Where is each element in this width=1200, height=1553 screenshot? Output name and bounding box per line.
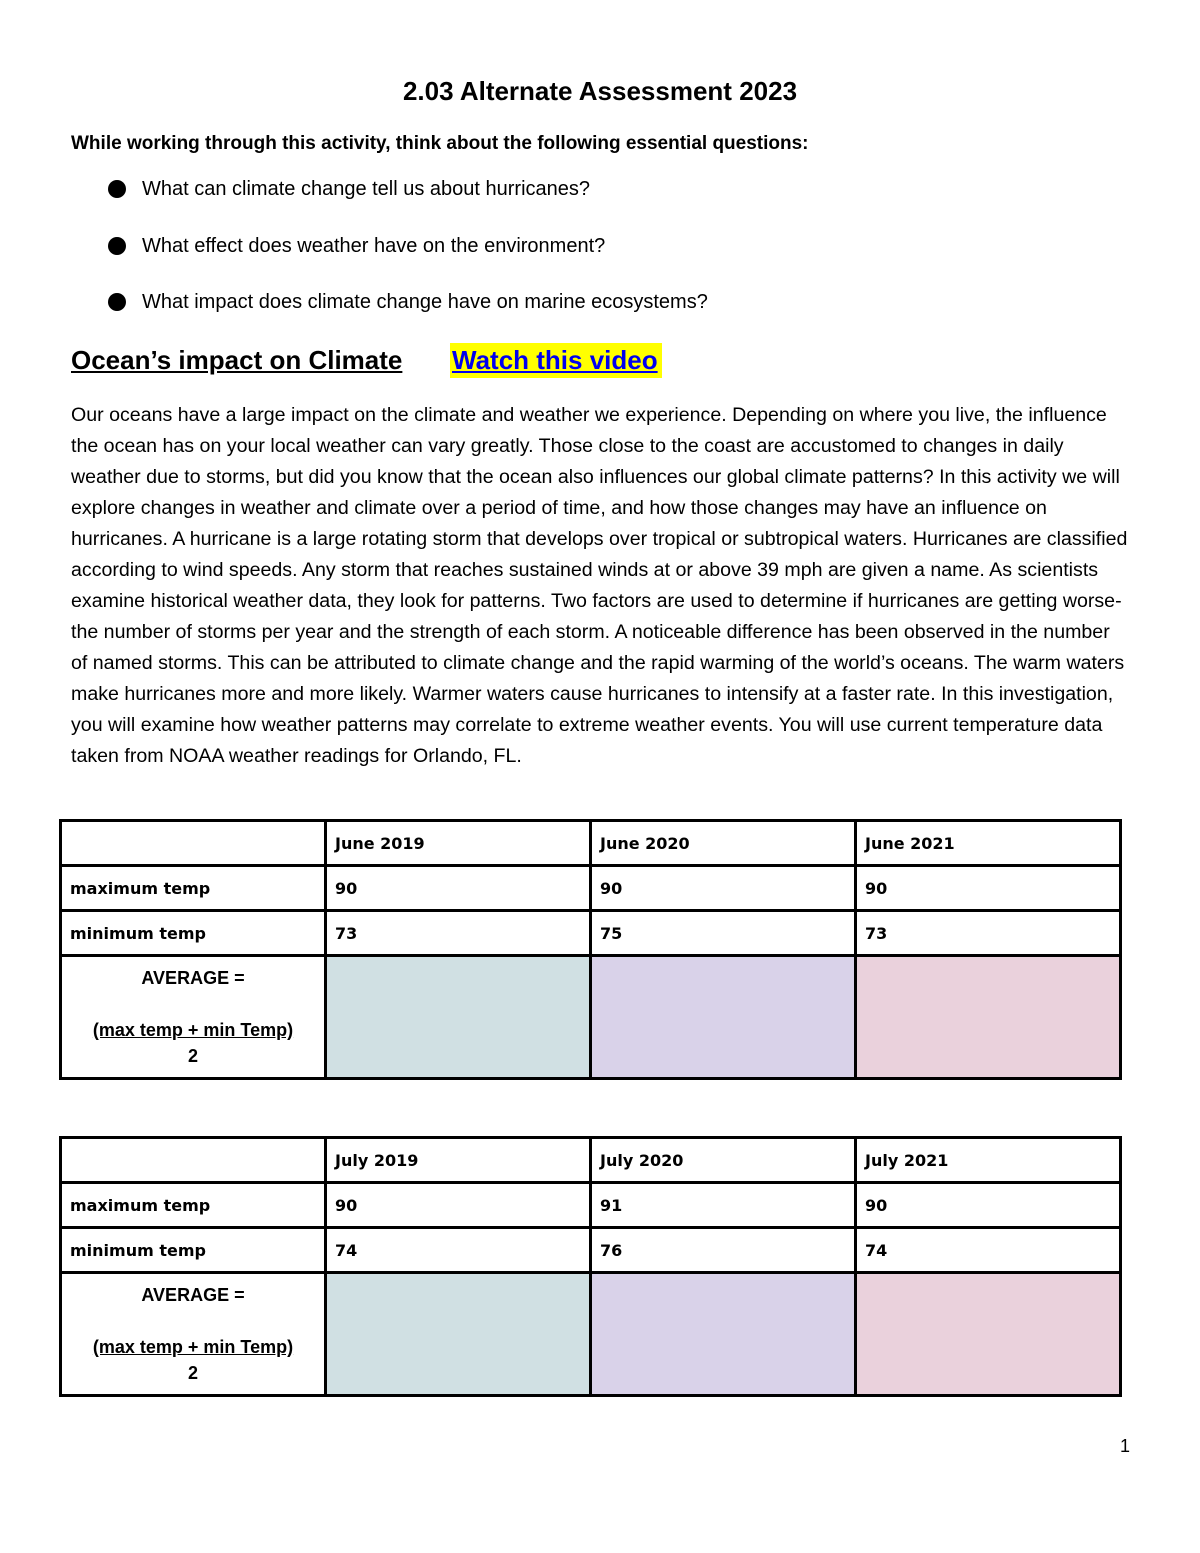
table-cell: 90 <box>591 866 856 911</box>
average-denominator: 2 <box>187 1363 198 1383</box>
body-paragraph: Our oceans have a large impact on the climate and weather we experience. Depending on where you live, the influence the ocean has on your local weather can vary greatly. Those close to the coast are accustomed to changes in daily weather due to storms, but did you know that the ocean also influences our global climate patterns? In this activity we will explore changes in weather and climate over a period of time, and how those changes may have an influence on hurricanes. A hurricane is a large rotating storm that develops over tropical or subtropical waters. Hurricanes are classified according to wind speeds. Any storm that reaches sustained winds at or above 39 mph are given a name. As scientists examine historical weather data, they look for patterns. Two factors are used to determine if hurricanes are getting worse- the number of storms per year and the strength of each storm. A noticeable difference has been observed in the number of named storms. This can be attributed to climate change and the rapid warming of the world’s oceans. The warm waters make hurricanes more and more likely. Warmer waters cause hurricanes to intensify at a faster rate. In this investigation, you will examine how weather patterns may correlate to extreme weather events. You will use current temperature data taken from NOAA weather readings for Orlando, FL. <box>71 404 1128 767</box>
bullet-icon <box>108 180 126 198</box>
question-text: What can climate change tell us about hurricanes? <box>142 178 591 200</box>
table-header-row <box>61 821 1121 866</box>
average-label: AVERAGE = <box>141 968 245 988</box>
table-cell: 74 <box>856 1228 1121 1273</box>
page-title: 2.03 Alternate Assessment 2023 <box>402 76 798 106</box>
average-answer-cell[interactable] <box>326 1273 591 1396</box>
watch-video-link[interactable]: Watch this video <box>450 343 662 378</box>
average-denominator: 2 <box>187 1046 198 1066</box>
bullet-icon <box>108 237 126 255</box>
table-cell: 73 <box>856 911 1121 956</box>
section-heading: Ocean’s impact on Climate <box>71 345 403 375</box>
table-cell: 90 <box>326 866 591 911</box>
table-cell: 90 <box>326 1183 591 1228</box>
table-row <box>61 1183 1121 1228</box>
question-item <box>108 172 708 229</box>
average-answer-cell[interactable] <box>856 956 1121 1079</box>
question-item <box>108 285 708 342</box>
column-header: July 2021 <box>856 1138 1121 1183</box>
table-cell: 75 <box>591 911 856 956</box>
row-label: maximum temp <box>61 1183 326 1228</box>
table-row <box>61 866 1121 911</box>
average-label-cell <box>61 956 326 1079</box>
average-formula: (max temp + min Temp) <box>92 1337 294 1357</box>
essential-questions-list <box>108 172 708 342</box>
table-cell: 90 <box>856 1183 1121 1228</box>
row-label: minimum temp <box>61 1228 326 1273</box>
table-row <box>61 911 1121 956</box>
column-header: July 2019 <box>326 1138 591 1183</box>
row-label: maximum temp <box>61 866 326 911</box>
average-formula: (max temp + min Temp) <box>92 1020 294 1040</box>
table-header-row <box>61 1138 1121 1183</box>
table-corner-cell <box>61 1138 326 1183</box>
table-corner-cell <box>61 821 326 866</box>
page-number: 1 <box>1120 1436 1131 1456</box>
table-row <box>61 1228 1121 1273</box>
table-cell: 73 <box>326 911 591 956</box>
intro-text: While working through this activity, think about the following essential questions: <box>71 133 809 154</box>
column-header: June 2021 <box>856 821 1121 866</box>
question-text: What effect does weather have on the environment? <box>142 234 606 257</box>
average-row <box>61 956 1121 1079</box>
table-cell: 91 <box>591 1183 856 1228</box>
question-item <box>108 229 708 286</box>
table-cell: 90 <box>856 866 1121 911</box>
average-answer-cell[interactable] <box>856 1273 1121 1396</box>
column-header: June 2019 <box>326 821 591 866</box>
average-answer-cell[interactable] <box>326 956 591 1079</box>
table-cell: 74 <box>326 1228 591 1273</box>
june-temperature-table <box>59 819 1122 1080</box>
average-row <box>61 1273 1121 1396</box>
question-text: What impact does climate change have on marine ecosystems? <box>142 291 708 313</box>
july-temperature-table <box>59 1136 1122 1397</box>
table-cell: 76 <box>591 1228 856 1273</box>
average-answer-cell[interactable] <box>591 1273 856 1396</box>
bullet-icon <box>108 293 126 311</box>
column-header: July 2020 <box>591 1138 856 1183</box>
average-answer-cell[interactable] <box>591 956 856 1079</box>
column-header: June 2020 <box>591 821 856 866</box>
average-label-cell <box>61 1273 326 1396</box>
row-label: minimum temp <box>61 911 326 956</box>
average-label: AVERAGE = <box>141 1285 245 1305</box>
